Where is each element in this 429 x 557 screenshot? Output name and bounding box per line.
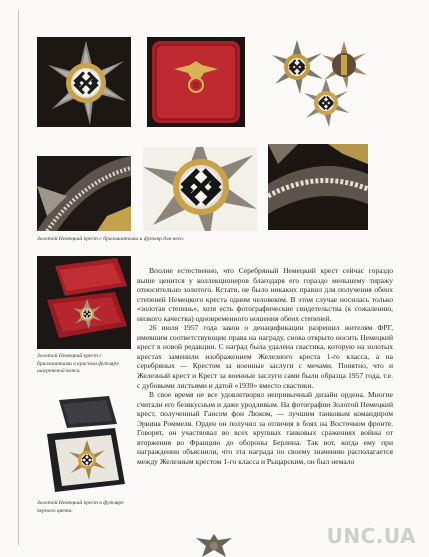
two-crosses-image xyxy=(268,37,368,127)
edge-detail-image xyxy=(268,144,368,230)
watermark: UNC.UA xyxy=(326,524,416,548)
photo-two-crosses xyxy=(268,37,368,127)
photo-diamond-detail xyxy=(37,156,131,231)
eagle-emblem-icon xyxy=(196,530,232,557)
photo-red-case-closed xyxy=(147,37,245,127)
cross-closeup-image xyxy=(143,147,257,231)
paragraph: Вполне естественно, что Серебряный Немецкий крест сейчас гораздо выше ценится у коллекционеров благодаря его гораздо меньшему тиражу относительно золотого. Кстати, не было никаких правил для получения обеих степеней Немецкого креста одним человеком. В этом случае носилась только «золотая степень», хотя есть фотографические свидетельства (к сожалению, низкого качества) одновременного ношения обеих степеней. xyxy=(137,266,393,323)
caption-top: Золотой Немецкий крест с бриллиантами и футляр для него. xyxy=(37,236,185,242)
caption-mid: Золотой Немецкий крест с бриллиантами в красном футляре шагреневой кожи. xyxy=(37,353,119,375)
photo-black-case xyxy=(37,394,131,496)
black-case-image xyxy=(37,394,131,496)
cross-star-image xyxy=(37,37,131,127)
article-body xyxy=(137,266,393,466)
diamond-detail-image xyxy=(37,156,131,231)
red-case-open-image xyxy=(37,256,131,349)
photo-cross-front-diamonds xyxy=(37,37,131,127)
photo-cross-edge-detail xyxy=(268,144,368,230)
photo-cross-center-closeup xyxy=(143,147,257,231)
paragraph: 26 июля 1957 года закон о денацификации разрешил жителям ФРГ, имевшим соответствующие права на награду, снова открыто носить Немецкий крест в новой редакции. С наград была удалена свастика, которую на золотых крестах заменили изображением Железного креста 1-го класса, а на серебряных — Крестом за военные заслуги с мечами. Понятно, что и Железный крест и Крест за военные заслуги сами были образца 1957 года, т.е. с дубовыми листьями и датой «1939» вместо свастики. xyxy=(137,323,393,390)
red-case-image xyxy=(147,37,245,127)
caption-bottom: Золотой Немецкий крест в футляре черного цвета. xyxy=(37,500,124,514)
paragraph: В свое время не все удовлетворял непривычный дизайн ордена. Многие считали его безвкусным и даже уродливым. На фотографии Золотой Немецкий крест, полученный Гансом фон Люком, — лучшим танковым командиром Эрвина Роммеля. Орден он получил за отличия в боях на Восточном фронте. Говорят, он участвовал во всех крупных танковых сражениях войны от вторжения во Францию до обороны Берлина. Так вот, когда ему при награждении объяснили, что эта награда по своему значению располагается между Железным крестом 1-го класса и Рыцарским, он был немало xyxy=(137,390,393,466)
photo-red-case-open xyxy=(37,256,131,349)
page-margin-line xyxy=(18,10,19,545)
